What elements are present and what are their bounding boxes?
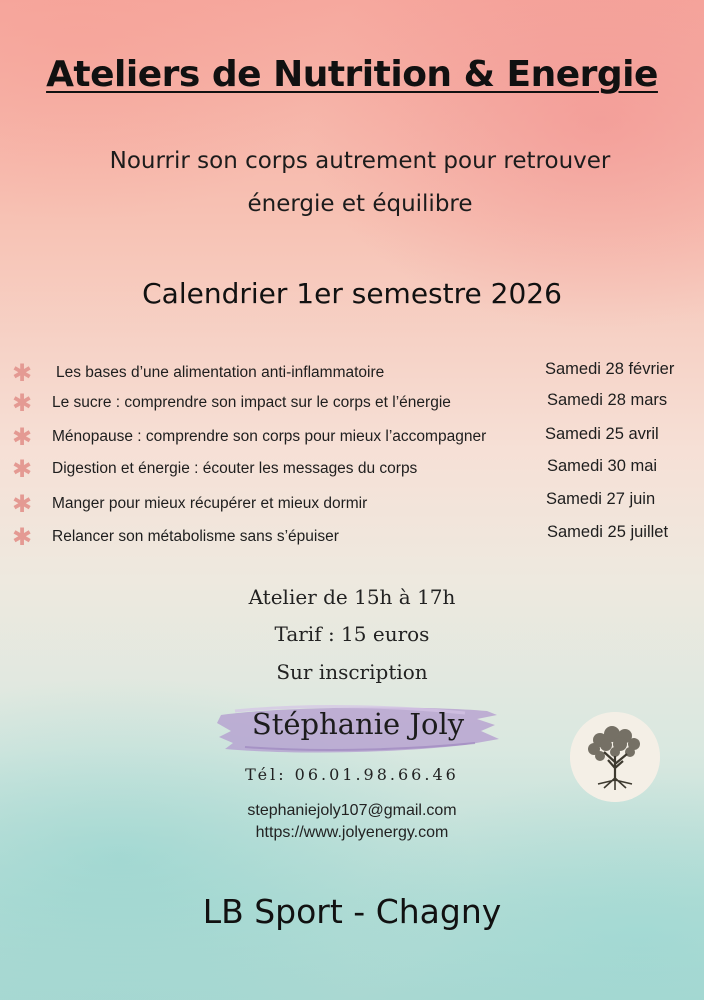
- page-title: Ateliers de Nutrition & Energie: [46, 54, 658, 95]
- website-link[interactable]: https://www.jolyenergy.com: [255, 824, 449, 841]
- event-item: [0, 522, 704, 552]
- event-item: [0, 388, 704, 418]
- email-link[interactable]: stephaniejoly107@gmail.com: [247, 802, 457, 819]
- event-name: Ménopause : comprendre son corps pour mieux l’accompagner: [52, 428, 487, 445]
- event-date: Samedi 28 février: [545, 360, 675, 378]
- event-name: Manger pour mieux récupérer et mieux dormir: [52, 495, 368, 512]
- workshop-registration: Sur inscription: [276, 660, 428, 684]
- event-name: Les bases d’une alimentation anti-inflammatoire: [56, 364, 385, 381]
- asterisk-icon: ✱: [12, 455, 33, 483]
- subtitle-line-2: énergie et équilibre: [247, 191, 473, 217]
- venue-name: LB Sport - Chagny: [202, 892, 502, 931]
- asterisk-icon: ✱: [12, 423, 33, 451]
- calendar-title: Calendrier 1er semestre 2026: [142, 277, 562, 310]
- event-date: Samedi 25 juillet: [547, 523, 669, 541]
- workshop-hours: Atelier de 15h à 17h: [248, 585, 456, 609]
- event-date: Samedi 28 mars: [547, 391, 668, 409]
- workshop-price: Tarif : 15 euros: [274, 622, 430, 646]
- event-item: [0, 422, 704, 452]
- event-date: Samedi 27 juin: [546, 490, 656, 508]
- event-date: Samedi 25 avril: [545, 425, 659, 443]
- event-item: [0, 358, 704, 388]
- coach-name: Stéphanie Joly: [251, 707, 465, 741]
- asterisk-icon: ✱: [12, 359, 33, 387]
- asterisk-icon: ✱: [12, 490, 33, 518]
- event-name: Relancer son métabolisme sans s’épuiser: [52, 528, 339, 545]
- event-name: Digestion et énergie : écouter les messages du corps: [52, 460, 418, 477]
- event-name: Le sucre : comprendre son impact sur le corps et l’énergie: [52, 394, 451, 411]
- asterisk-icon: ✱: [12, 389, 33, 417]
- event-date: Samedi 30 mai: [547, 457, 658, 475]
- subtitle: [40, 140, 680, 226]
- phone-number: Tél: 06.01.98.66.46: [245, 765, 459, 784]
- event-item: [0, 489, 704, 519]
- tree-logo: [570, 712, 660, 802]
- asterisk-icon: ✱: [12, 523, 33, 551]
- event-item: [0, 454, 704, 484]
- subtitle-line-1: Nourrir son corps autrement pour retrouver: [109, 148, 611, 174]
- tree-icon: [570, 712, 660, 802]
